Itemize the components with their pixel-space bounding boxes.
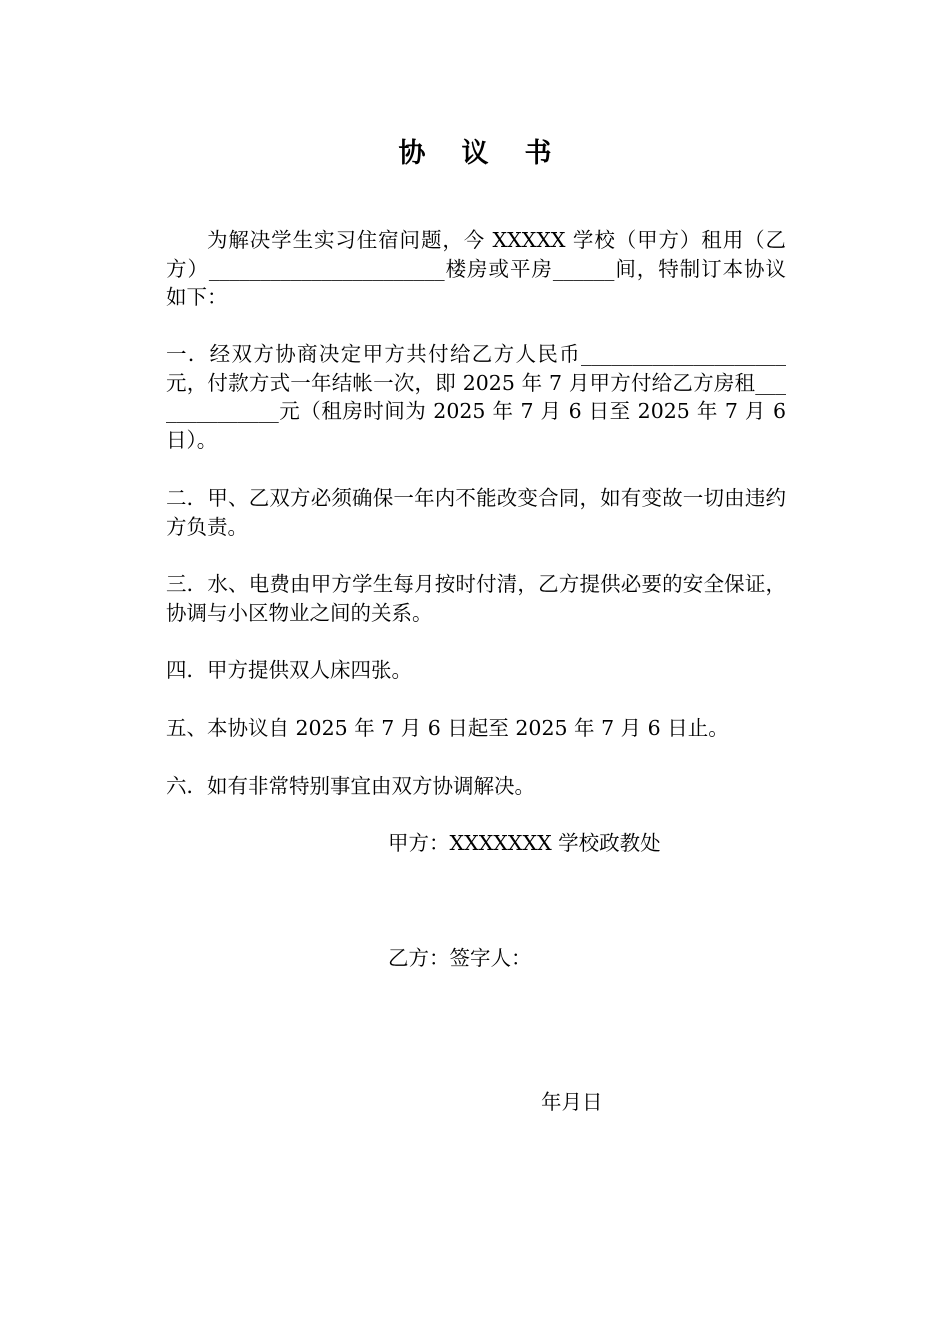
clause-5: 五、本协议自 2025 年 7 月 6 日起至 2025 年 7 月 6 日止。 — [166, 716, 729, 740]
clause-2: 二．甲、乙双方必须确保一年内不能改变合同，如有变故一切由违约方负责。 — [166, 486, 786, 539]
party-b-signature-line: 乙方：签字人： — [388, 946, 532, 970]
document-title: 协议书 — [398, 138, 588, 169]
clause-1: 一．经双方协商决定甲方共付给乙方人民币____________________ 元，付款方式一年结帐一次，即 2025 年 7 月甲方付给乙方房租______________元（租房时间为 2025 年 7 月 6 日至 2025 年 7 月 6 日）。 — [166, 342, 793, 452]
clause-3: 三．水、电费由甲方学生每月按时付清，乙方提供必要的安全保证，协调与小区物业之间的关系。 — [166, 572, 786, 625]
clause-6: 六．如有非常特别事宜由双方协调解决。 — [166, 774, 535, 798]
party-a-signature-line: 甲方：XXXXXXX 学校政教处 — [388, 831, 661, 855]
intro-paragraph: 为解决学生实习住宿问题，今 XXXXX 学校（甲方）租用（乙方）_______________________楼房或平房______间，特制订本协议如下： — [166, 228, 786, 309]
clause-4: 四．甲方提供双人床四张。 — [166, 658, 412, 682]
signature-date: 年月日 — [541, 1090, 603, 1114]
